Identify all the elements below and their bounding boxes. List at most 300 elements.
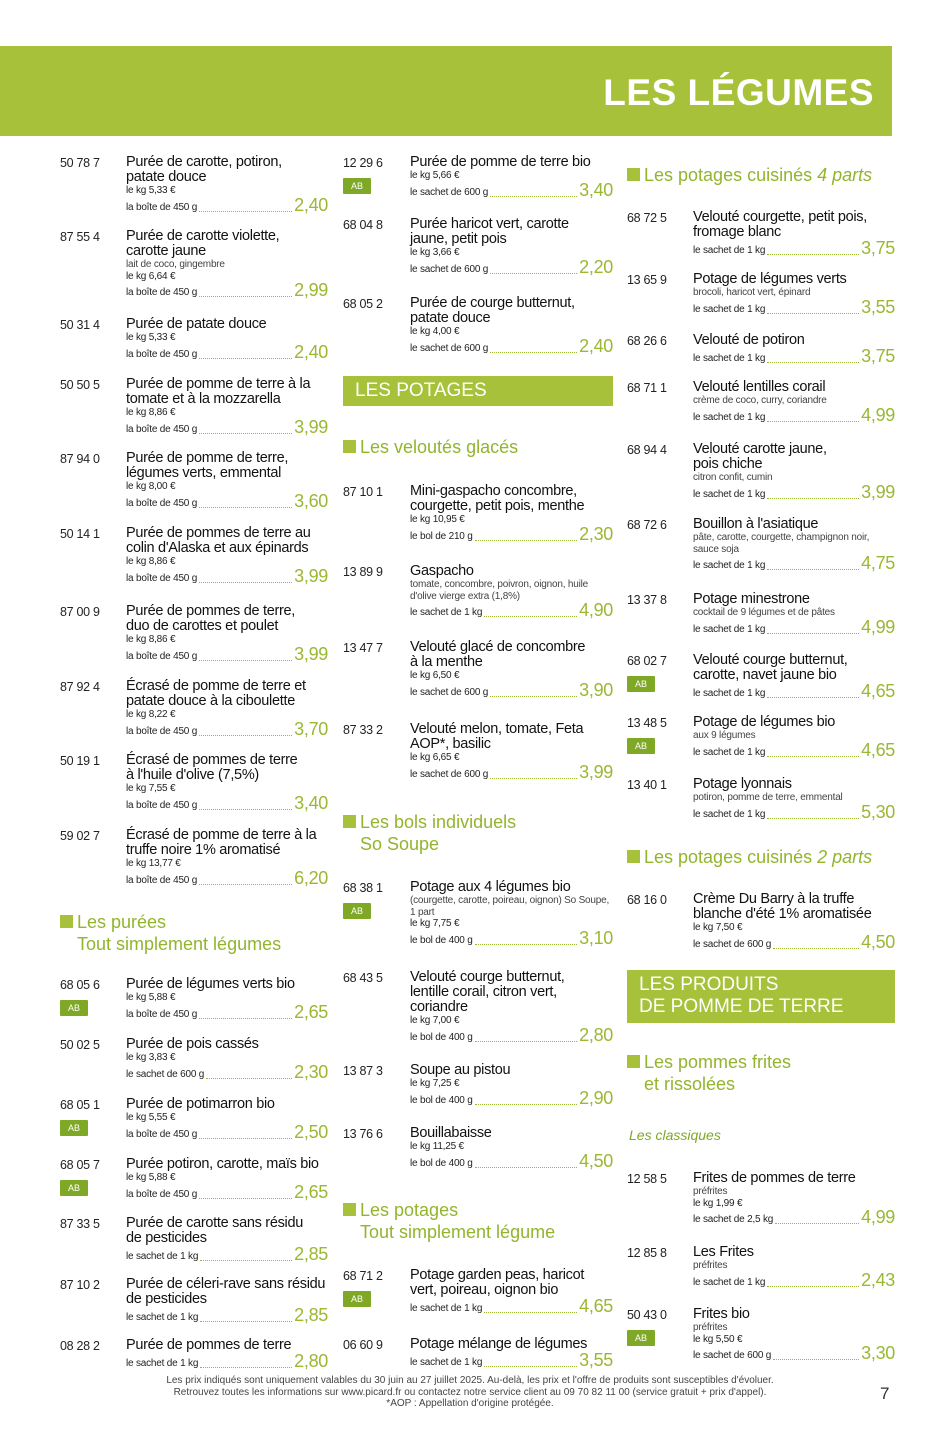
package-label: la boîte de 450 g xyxy=(126,1188,198,1200)
product-name: Purée de pois cassés xyxy=(126,1036,259,1052)
price-line xyxy=(126,1181,328,1202)
dot-leader xyxy=(775,1223,859,1224)
dot-leader xyxy=(490,778,577,779)
product-body xyxy=(126,977,328,1021)
price-line xyxy=(126,565,328,586)
product-body xyxy=(126,1037,328,1081)
product-name: Écrasé de pomme de terre à la truffe noire 1% aromatisé xyxy=(126,827,317,858)
price-line xyxy=(693,683,895,700)
product-price: 4,50 xyxy=(861,931,895,952)
package-label: le sachet de 1 kg xyxy=(693,411,766,423)
dot-leader xyxy=(773,1359,859,1360)
product-body xyxy=(693,517,895,572)
product-price: 4,99 xyxy=(861,616,895,637)
product-price: 3,99 xyxy=(579,761,613,782)
price-line xyxy=(693,481,895,502)
product-name: Purée de pomme de terre, légumes verts, emmental xyxy=(126,450,289,481)
product-price: 4,99 xyxy=(861,404,895,425)
page-title: LES LÉGUMES xyxy=(603,72,874,113)
package-label: le sachet de 1 kg xyxy=(126,1251,199,1262)
product-description: lait de coco, gingembre xyxy=(126,259,225,270)
product-code: 50 31 4 xyxy=(60,318,100,332)
product-price: 3,55 xyxy=(861,296,895,317)
dot-leader xyxy=(767,498,859,499)
dot-leader xyxy=(484,616,577,617)
dot-leader xyxy=(773,948,859,949)
package-label: le sachet de 2,5 kg xyxy=(693,1214,774,1225)
product-code: 50 02 5 xyxy=(60,1038,100,1052)
product-price: 3,40 xyxy=(294,792,328,813)
dot-leader xyxy=(767,697,859,698)
package-label: la boîte de 450 g xyxy=(126,1128,198,1140)
dot-leader xyxy=(767,362,859,363)
product-price: 2,80 xyxy=(579,1024,613,1045)
bio-label-icon xyxy=(343,1291,371,1307)
package-label: le bol de 400 g xyxy=(410,1157,473,1169)
package-label: le sachet de 600 g xyxy=(693,938,772,950)
product-price: 2,90 xyxy=(579,1087,613,1108)
product-price: 2,20 xyxy=(579,256,613,277)
product-name: Frites bio xyxy=(693,1306,750,1322)
product-body xyxy=(693,442,895,501)
price-line xyxy=(410,927,613,948)
product-price: 5,30 xyxy=(861,801,895,822)
package-label: le sachet de 600 g xyxy=(693,1350,772,1361)
price-line xyxy=(126,1001,328,1022)
price-line xyxy=(693,555,895,572)
product-name: Velouté melon, tomate, Feta AOP*, basilic xyxy=(410,721,584,752)
product-name: Purée de pommes de terre, duo de carottes et poulet xyxy=(126,603,296,634)
price-per-kg: le kg 8,86 € xyxy=(126,556,176,567)
dot-leader xyxy=(199,1138,292,1139)
dot-leader xyxy=(767,569,859,570)
product-body xyxy=(410,1337,613,1369)
dot-leader xyxy=(199,809,292,810)
product-price: 2,40 xyxy=(294,194,328,215)
section-band-produits: LES PRODUITS DE POMME DE TERRE xyxy=(627,970,895,1023)
product-code: 13 47 7 xyxy=(343,641,383,655)
bio-label-icon xyxy=(60,1000,88,1016)
product-name: Bouillabaisse xyxy=(410,1125,492,1141)
package-label: le sachet de 600 g xyxy=(410,686,489,698)
product-name: Mini-gaspacho concombre, courgette, petit pois, menthe xyxy=(410,483,585,514)
package-label: le sachet de 600 g xyxy=(410,263,489,275)
product-code: 12 29 6 xyxy=(343,156,383,170)
section-square-icon xyxy=(60,915,73,928)
bio-label-icon xyxy=(60,1120,88,1136)
bio-label-icon xyxy=(627,676,655,692)
product-price: 2,50 xyxy=(294,1121,328,1142)
price-line xyxy=(126,1307,328,1324)
product-code: 68 94 4 xyxy=(627,443,667,457)
dot-leader xyxy=(206,1078,292,1079)
product-code: 68 02 7 xyxy=(627,654,667,668)
dot-leader xyxy=(475,1041,578,1042)
product-code: 68 72 6 xyxy=(627,518,667,532)
product-price: 2,85 xyxy=(294,1305,328,1325)
price-per-kg: le kg 7,50 € xyxy=(693,922,743,933)
package-label: le sachet de 1 kg xyxy=(410,607,483,618)
product-body xyxy=(126,753,328,812)
product-code: 13 76 6 xyxy=(343,1127,383,1141)
product-code: 87 33 5 xyxy=(60,1217,100,1231)
product-code: 87 33 2 xyxy=(343,723,383,737)
product-price: 3,99 xyxy=(294,643,328,664)
product-code: 59 02 7 xyxy=(60,829,100,843)
price-per-kg: le kg 7,25 € xyxy=(410,1078,460,1089)
product-description: (courgette, carotte, poireau, oignon) So Soupe, 1 part xyxy=(410,895,610,918)
product-name: Potage mélange de légumes xyxy=(410,1336,588,1352)
price-per-kg: le kg 5,33 € xyxy=(126,185,176,196)
product-body xyxy=(126,1277,328,1324)
price-line xyxy=(126,792,328,813)
section-heading-veloutes: Les veloutés glacés xyxy=(343,436,518,458)
price-line xyxy=(693,1209,895,1226)
price-line xyxy=(410,256,613,277)
product-description: cocktail de 9 légumes et de pâtes xyxy=(693,607,835,618)
bio-label-icon xyxy=(627,738,655,754)
product-body xyxy=(410,1268,613,1315)
package-label: le sachet de 1 kg xyxy=(693,560,766,571)
price-line xyxy=(126,341,328,362)
product-description: brocoli, haricot vert, épinard xyxy=(693,287,811,298)
product-price: 2,99 xyxy=(294,280,328,300)
product-name: Purée de pommes de terre au colin d'Alaska et aux épinards xyxy=(126,525,311,556)
price-per-kg: le kg 10,95 € xyxy=(410,514,465,525)
package-label: la boîte de 450 g xyxy=(126,201,198,213)
product-body xyxy=(693,592,895,636)
section-square-icon xyxy=(343,815,356,828)
product-body xyxy=(126,155,328,214)
product-code: 68 04 8 xyxy=(343,218,383,232)
product-name: Purée de pommes de terre xyxy=(126,1337,292,1353)
dot-leader xyxy=(767,756,859,757)
package-label: la boîte de 450 g xyxy=(126,287,198,298)
product-code: 50 50 5 xyxy=(60,378,100,392)
product-body xyxy=(126,377,328,436)
price-line xyxy=(126,867,328,888)
price-per-kg: le kg 1,99 € xyxy=(693,1197,743,1209)
product-name: Purée de pomme de terre bio xyxy=(410,154,591,170)
product-price: 3,99 xyxy=(861,481,895,502)
product-price: 3,30 xyxy=(861,1343,895,1363)
product-body xyxy=(410,564,613,619)
product-body xyxy=(693,715,895,759)
dot-leader xyxy=(200,1367,292,1368)
product-body xyxy=(693,892,895,951)
product-code: 13 89 9 xyxy=(343,565,383,579)
dot-leader xyxy=(490,196,577,197)
product-description: préfrites xyxy=(693,1260,728,1271)
product-description: crème de coco, curry, coriandre xyxy=(693,395,827,406)
product-description: pâte, carotte, courgette, champignon noir, sauce soja xyxy=(693,532,870,555)
product-body xyxy=(126,679,328,738)
product-code: 68 05 7 xyxy=(60,1158,100,1172)
product-name: Purée de pomme de terre à la tomate et à la mozzarella xyxy=(126,376,311,407)
product-description: tomate, concombre, poivron, oignon, huile d'olive vierge extra (1,8%) xyxy=(410,579,589,602)
product-code: 08 28 2 xyxy=(60,1339,100,1353)
product-price: 3,70 xyxy=(294,718,328,739)
price-per-kg: le kg 5,50 € xyxy=(693,1333,743,1345)
dot-leader xyxy=(767,421,859,422)
bio-label-text: AB xyxy=(350,905,363,916)
price-per-kg: le kg 8,00 € xyxy=(126,481,176,492)
product-code: 68 43 5 xyxy=(343,971,383,985)
product-body xyxy=(693,653,895,700)
product-price: 6,20 xyxy=(294,867,328,888)
product-name: Velouté courgette, petit pois, fromage blanc xyxy=(693,209,867,240)
price-line xyxy=(410,602,613,619)
bio-label-text: AB xyxy=(634,740,647,751)
product-name: Écrasé de pomme de terre et patate douce à la ciboulette xyxy=(126,678,306,709)
product-name: Velouté courge butternut, carotte, navet jaune bio xyxy=(693,652,848,683)
price-line xyxy=(693,404,895,425)
product-body xyxy=(410,640,613,699)
product-code: 50 78 7 xyxy=(60,156,100,170)
product-name: Potage minestrone xyxy=(693,591,810,607)
price-per-kg: le kg 6,50 € xyxy=(410,670,460,681)
product-body xyxy=(126,451,328,510)
product-name: Purée de carotte, potiron, patate douce xyxy=(126,154,282,185)
product-price: 3,99 xyxy=(294,416,328,437)
product-code: 13 37 8 xyxy=(627,593,667,607)
price-line xyxy=(126,718,328,739)
product-body xyxy=(410,722,613,781)
package-label: le sachet de 1 kg xyxy=(693,353,766,364)
dot-leader xyxy=(475,1167,578,1168)
product-body xyxy=(126,1157,328,1201)
product-code: 68 71 2 xyxy=(343,1269,383,1283)
product-body xyxy=(410,217,613,276)
package-label: le bol de 400 g xyxy=(410,1031,473,1043)
package-label: le sachet de 1 kg xyxy=(410,1357,483,1368)
subsection-classiques: Les classiques xyxy=(629,1127,721,1143)
price-per-kg: le kg 5,66 € xyxy=(410,170,460,181)
product-price: 4,75 xyxy=(861,553,895,573)
package-label: le sachet de 1 kg xyxy=(693,746,766,758)
price-per-kg: le kg 13,77 € xyxy=(126,858,181,869)
package-label: la boîte de 450 g xyxy=(126,874,198,886)
package-label: la boîte de 450 g xyxy=(126,1008,198,1020)
product-price: 2,30 xyxy=(294,1061,328,1082)
price-line xyxy=(693,739,895,760)
product-body xyxy=(693,1245,895,1289)
product-name: Potage aux 4 légumes bio xyxy=(410,879,571,895)
package-label: la boîte de 450 g xyxy=(126,572,198,584)
product-code: 68 05 6 xyxy=(60,978,100,992)
dot-leader xyxy=(475,540,578,541)
price-per-kg: le kg 5,88 € xyxy=(126,1172,176,1183)
product-body xyxy=(693,1307,895,1362)
product-name: Velouté de potiron xyxy=(693,332,805,348)
section-heading-bols: Les bols individuels So Soupe xyxy=(343,811,516,855)
price-line xyxy=(126,643,328,664)
dot-leader xyxy=(767,313,859,314)
product-name: Purée potiron, carotte, maïs bio xyxy=(126,1156,319,1172)
package-label: le sachet de 1 kg xyxy=(693,808,766,820)
product-body xyxy=(410,1126,613,1170)
price-per-kg: le kg 8,86 € xyxy=(126,634,176,645)
price-line xyxy=(410,335,613,356)
price-line xyxy=(693,1345,895,1362)
product-body xyxy=(126,526,328,585)
price-line xyxy=(410,1352,613,1369)
product-body xyxy=(126,1097,328,1141)
price-line xyxy=(410,523,613,544)
price-per-kg: le kg 7,75 € xyxy=(410,918,460,929)
product-body xyxy=(126,229,328,299)
price-per-kg: le kg 5,88 € xyxy=(126,992,176,1003)
package-label: le sachet de 600 g xyxy=(410,342,489,354)
bio-label-text: AB xyxy=(67,1122,80,1133)
package-label: le sachet de 1 kg xyxy=(693,245,766,256)
product-code: 12 58 5 xyxy=(627,1172,667,1186)
product-price: 4,65 xyxy=(579,1296,613,1316)
product-name: Potage garden peas, haricot vert, poireau, oignon bio xyxy=(410,1267,585,1298)
price-per-kg: le kg 11,25 € xyxy=(410,1141,464,1152)
package-label: le bol de 210 g xyxy=(410,530,473,542)
dot-leader xyxy=(484,1312,577,1313)
product-body xyxy=(410,1063,613,1107)
product-code: 13 40 1 xyxy=(627,778,667,792)
dot-leader xyxy=(475,1104,578,1105)
price-line xyxy=(693,1269,895,1290)
price-line xyxy=(693,296,895,317)
package-label: le sachet de 1 kg xyxy=(693,623,766,635)
product-name: Écrasé de pommes de terre à l'huile d'olive (7,5%) xyxy=(126,752,298,783)
product-body xyxy=(410,155,613,199)
section-square-icon xyxy=(343,1203,356,1216)
product-name: Purée de courge butternut, patate douce xyxy=(410,295,575,326)
dot-leader xyxy=(200,1321,292,1322)
product-body xyxy=(693,210,895,257)
product-name: Purée de carotte sans résidu de pesticides xyxy=(126,1215,303,1246)
price-per-kg: le kg 7,00 € xyxy=(410,1015,460,1026)
bio-label-text: AB xyxy=(350,1293,363,1304)
product-price: 2,40 xyxy=(579,335,613,356)
price-per-kg: le kg 3,66 € xyxy=(410,247,460,258)
product-price: 3,75 xyxy=(861,346,895,366)
dot-leader xyxy=(199,884,292,885)
product-body xyxy=(693,380,895,424)
product-price: 3,99 xyxy=(294,565,328,586)
product-name: Crème Du Barry à la truffe blanche d'été 1% aromatisée xyxy=(693,891,872,922)
package-label: la boîte de 450 g xyxy=(126,725,198,737)
section-square-icon xyxy=(627,1055,640,1068)
package-label: le sachet de 1 kg xyxy=(693,1276,766,1288)
dot-leader xyxy=(199,582,292,583)
package-label: le bol de 400 g xyxy=(410,1094,473,1106)
product-body xyxy=(410,970,613,1044)
product-price: 3,60 xyxy=(294,490,328,511)
product-price: 2,65 xyxy=(294,1181,328,1202)
price-per-kg: le kg 5,55 € xyxy=(126,1112,176,1123)
product-price: 4,65 xyxy=(861,739,895,760)
price-line xyxy=(410,1087,613,1108)
product-code: 68 05 2 xyxy=(343,297,383,311)
section-heading-4parts: Les potages cuisinés 4 parts xyxy=(627,164,872,186)
bio-label-text: AB xyxy=(67,1182,80,1193)
dot-leader xyxy=(199,735,292,736)
product-code: 50 14 1 xyxy=(60,527,100,541)
package-label: le sachet de 1 kg xyxy=(693,303,766,315)
bio-label-icon xyxy=(343,178,371,194)
product-description: préfrites xyxy=(693,1186,728,1197)
product-price: 3,10 xyxy=(579,927,613,948)
footer-notes: Les prix indiqués sont uniquement valables du 30 juin au 27 juillet 2025. Au-delà, les prix et l'offre de produits sont susceptibles d'évoluer. Retrouvez toutes les informations sur www.picard.fr ou contactez notre service client au 09 70 82 11 00 (service gratuit + prix d'appel). *AOP : Appellation d'origine protégée. xyxy=(166,1375,774,1409)
product-price: 2,43 xyxy=(861,1269,895,1290)
product-description: préfrites xyxy=(693,1322,728,1333)
section-heading-2parts: Les potages cuisinés 2 parts xyxy=(627,846,872,868)
dot-leader xyxy=(475,944,578,945)
price-line xyxy=(126,1061,328,1082)
product-code: 12 85 8 xyxy=(627,1246,667,1260)
header-banner xyxy=(0,46,892,136)
price-line xyxy=(410,1024,613,1045)
price-line xyxy=(693,616,895,637)
bio-label-text: AB xyxy=(350,180,363,191)
product-name: Potage de légumes verts xyxy=(693,271,847,287)
product-price: 2,40 xyxy=(294,341,328,362)
dot-leader xyxy=(767,1286,859,1287)
price-per-kg: le kg 8,22 € xyxy=(126,709,176,720)
dot-leader xyxy=(767,254,859,255)
product-description: potiron, pomme de terre, emmental xyxy=(693,792,843,803)
product-code: 13 65 9 xyxy=(627,273,667,287)
product-body xyxy=(693,272,895,316)
price-line xyxy=(126,282,328,299)
package-label: la boîte de 450 g xyxy=(126,423,198,435)
package-label: le sachet de 1 kg xyxy=(126,1358,199,1369)
bio-label-icon xyxy=(343,903,371,919)
product-name: Bouillon à l'asiatique xyxy=(693,516,819,532)
section-band-potages: LES POTAGES xyxy=(343,376,613,406)
product-price: 2,80 xyxy=(294,1351,328,1371)
dot-leader xyxy=(490,696,577,697)
product-name: Velouté carotte jaune, pois chiche xyxy=(693,441,827,472)
section-heading-frites: Les pommes frites et rissolées xyxy=(627,1051,791,1095)
product-name: Velouté glacé de concombre à la menthe xyxy=(410,639,586,670)
product-name: Gaspacho xyxy=(410,563,474,579)
price-per-kg: le kg 5,33 € xyxy=(126,332,176,343)
product-name: Les Frites xyxy=(693,1244,754,1260)
product-body xyxy=(126,604,328,663)
product-code: 50 43 0 xyxy=(627,1308,667,1322)
dot-leader xyxy=(199,358,292,359)
price-line xyxy=(693,801,895,822)
product-body xyxy=(126,317,328,361)
product-name: Velouté lentilles corail xyxy=(693,379,826,395)
price-line xyxy=(410,179,613,200)
price-line xyxy=(410,679,613,700)
product-price: 2,30 xyxy=(579,523,613,544)
product-name: Purée de légumes verts bio xyxy=(126,976,295,992)
product-price: 4,65 xyxy=(861,681,895,701)
section-square-icon xyxy=(343,440,356,453)
product-body xyxy=(126,1338,328,1370)
package-label: le bol de 400 g xyxy=(410,934,473,946)
product-description: citron confit, cumin xyxy=(693,472,773,483)
dot-leader xyxy=(200,1260,292,1261)
product-body xyxy=(126,828,328,887)
section-heading-purees: Les purées Tout simplement légumes xyxy=(60,911,281,955)
product-name: Purée de céleri-rave sans résidu de pesticides xyxy=(126,1276,326,1307)
product-body xyxy=(693,333,895,365)
product-price: 2,65 xyxy=(294,1001,328,1022)
product-code: 13 48 5 xyxy=(627,716,667,730)
package-label: le sachet de 1 kg xyxy=(126,1312,199,1323)
product-code: 68 38 1 xyxy=(343,881,383,895)
